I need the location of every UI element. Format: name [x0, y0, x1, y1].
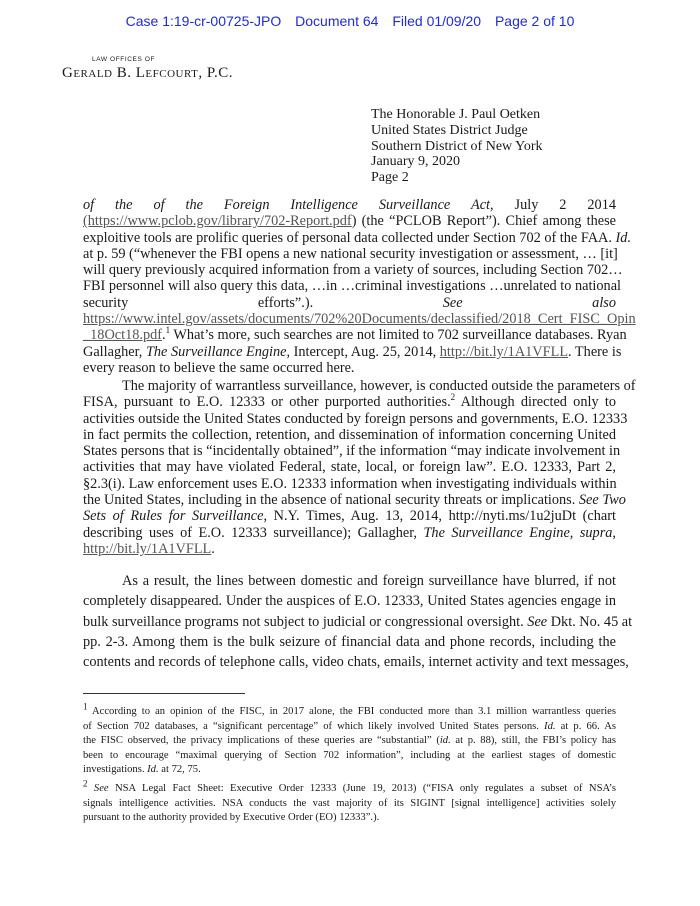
text-segment: id.: [439, 735, 451, 747]
text-segment: The majority of warrantless surveillance, however, is conducted outside the parameters of: [122, 378, 636, 394]
text-line: [83, 720, 616, 735]
address-line: Southern District of New York: [371, 138, 543, 154]
text-line: [83, 311, 636, 328]
text-segment: As a result, the lines between domestic and foreign surveillance have blurred, if not: [122, 573, 616, 589]
text-segment: investigations.: [83, 764, 148, 776]
text-line: [83, 749, 616, 764]
text-segment: .: [211, 540, 215, 557]
text-segment: FISA, pursuant to E.O. 12333 or other purported authorities.: [83, 394, 451, 411]
text-line: [83, 612, 633, 632]
text-line: [83, 295, 616, 311]
document-number: Document 64: [295, 13, 379, 29]
text-line: [83, 197, 616, 213]
address-line: January 9, 2020: [371, 154, 461, 170]
footnote-ref: 2: [450, 392, 456, 403]
text-segment: in fact permits the collection, retention, and dissemination of information concerning United: [83, 426, 616, 443]
text-segment: What’s more, such searches are not limited to 702 surveillance databases. Ryan: [170, 327, 627, 344]
text-segment: Dkt. No. 45 at: [547, 613, 633, 630]
text-segment: pp. 2-3. Among them is the bulk seizure of financial data and phone records, including the: [83, 633, 616, 650]
text-line: [83, 443, 621, 460]
text-line: [83, 229, 632, 246]
law-offices-label: LAW OFFICES OF: [92, 56, 156, 63]
text-line: [83, 360, 616, 376]
text-line: [83, 571, 616, 591]
text-line: [83, 701, 616, 720]
text-segment: Id.: [615, 229, 632, 246]
page-count: Page 2 of 10: [494, 13, 575, 29]
address-block: [371, 107, 543, 186]
text-line: [83, 652, 629, 672]
hyperlink[interactable]: http://bit.ly/1A1VFLL: [83, 540, 212, 557]
text-line: [83, 811, 616, 826]
text-line: [83, 632, 616, 652]
text-line: [83, 343, 622, 360]
text-segment: According to an opinion of the FISC, in 2017 alone, the FBI conducted more than 3.1 million warrantless queries: [87, 706, 616, 717]
paragraph: [83, 378, 636, 557]
text-segment: contents and records of telephone calls, video chats, emails, internet activity and text messages,: [83, 654, 629, 671]
text-segment: , Intercept, Aug. 25, 2014,: [286, 343, 440, 360]
text-segment: States persons that is “incidentally obtained”, if the information “may indicate involvement in: [83, 443, 621, 460]
text-segment: See: [527, 613, 548, 630]
text-line: [83, 262, 623, 279]
text-segment: at p. 88), still, the FBI’s policy has: [450, 735, 616, 747]
hyperlink[interactable]: http://bit.ly/1A1VFLL: [439, 343, 569, 360]
text-segment: Id.: [147, 764, 159, 776]
text-segment: at 72, 75.: [158, 764, 201, 776]
text-segment: of Section 702 databases, a “significant percentage” of which likely involved United States persons.: [83, 720, 545, 732]
paragraph: [83, 571, 633, 672]
text-line: [83, 508, 616, 524]
text-segment: describing uses of E.O. 12333 surveillance); Gallagher,: [83, 524, 424, 541]
text-segment: Although directed only to: [455, 394, 616, 411]
text-segment: July 2 2014: [493, 197, 616, 213]
text-segment: , N.Y. Times, Aug. 13, 2014, http://nyti.ms/1u2juDt (chart: [263, 508, 616, 525]
text-line: [83, 378, 636, 394]
text-line: [83, 476, 616, 492]
text-segment: FBI personnel will also query this data, …in …criminal investigations …unrelated to national: [83, 278, 622, 295]
firm-name: Gerald B. Lefcourt, P.C.: [62, 65, 234, 81]
text-line: [83, 278, 622, 295]
text-segment: activities outside the United States conducted by foreign persons and governments, E.O. 12333: [83, 410, 628, 427]
text-segment: completely disappeared. Under the auspices of E.O. 12333, United States agencies engage in: [83, 593, 616, 610]
text-segment: NSA Legal Fact Sheet: Executive Order 12333 (June 19, 2013) (“FISA only regulates a subset of NSA’s: [108, 783, 616, 794]
hyperlink[interactable]: (https://www.pclob.gov/library/702-Report.pdf: [83, 213, 352, 230]
text-line: [83, 213, 616, 229]
text-segment: . There is: [568, 343, 622, 360]
text-segment: See: [93, 783, 109, 794]
ecf-header: [0, 13, 700, 29]
text-line: [83, 591, 616, 611]
text-line: [83, 410, 628, 427]
text-segment: the FISC observed, the privacy implications of these queries are “substantial” (: [83, 735, 440, 747]
text-segment: The Surveillance Engine: [145, 343, 287, 360]
text-line: [83, 492, 626, 509]
text-segment: signals intelligence activities. NSA conducts the vast majority of its SIGINT [signal intelligence] activities solely: [83, 797, 616, 809]
text-line: [83, 246, 616, 262]
text-line: [83, 525, 616, 541]
hyperlink[interactable]: _18Oct18.pdf: [83, 327, 163, 344]
text-line: [83, 778, 616, 797]
text-line: [83, 394, 616, 410]
case-number: Case 1:19-cr-00725-JPO: [125, 13, 282, 29]
text-segment: every reason to believe the same occurred here.: [83, 359, 355, 376]
text-segment: Gallagher,: [83, 343, 146, 360]
text-segment: activities that may have violated Federal, state, local, or foreign law”. E.O. 12333, Part 2,: [83, 459, 616, 476]
text-segment: been to encourage “maximal querying of Section 702 information”, including at the earliest stages of domestic: [83, 749, 616, 761]
text-line: [83, 763, 616, 778]
text-line: [83, 541, 616, 557]
text-line: [83, 797, 616, 812]
text-segment: See Two: [578, 492, 626, 509]
footnote-ref: 1: [83, 701, 88, 712]
text-segment: exploitive tools are prolific queries of personal data collected under Section 702 of the FAA.: [83, 229, 616, 246]
text-segment: .: [162, 327, 166, 344]
text-segment: at p. 59 (“whenever the FBI opens a new national security investigation or assessment, … [it]: [83, 245, 618, 262]
text-line: [83, 734, 616, 749]
footnote-1: [83, 701, 616, 778]
text-segment: Id.: [544, 720, 556, 732]
footnote-divider: [83, 693, 245, 694]
text-line: [83, 459, 616, 475]
filed-date: Filed 01/09/20: [392, 13, 482, 29]
text-segment: See also: [442, 294, 617, 311]
text-segment: security efforts”.).: [83, 294, 443, 311]
address-line: Page 2: [371, 170, 409, 186]
paragraph: [83, 197, 636, 376]
text-line: [83, 427, 616, 443]
text-segment: at p. 66. As: [555, 720, 616, 732]
text-line: [83, 325, 627, 344]
text-segment: of the of the Foreign Intelligence Surveillance Act,: [83, 197, 494, 213]
text-segment: Sets of Rules for Surveillance: [83, 508, 264, 525]
text-segment: §2.3(i). Law enforcement uses E.O. 12333 information when investigating individuals within: [83, 475, 617, 492]
footnote-ref: 1: [165, 325, 171, 336]
footnote-ref: 2: [83, 778, 88, 789]
text-segment: bulk surveillance programs not subject to judicial or congressional oversight.: [83, 613, 528, 630]
text-segment: The Surveillance Engine, supra,: [423, 524, 616, 541]
hyperlink[interactable]: https://www.intel.gov/assets/documents/702%20Documents/declassified/2018_Cert_FISC_Opin: [83, 311, 636, 328]
text-segment: pursuant to the authority provided by Executive Order (EO) 12333”.).: [83, 812, 380, 824]
text-segment: the United States, including in the absence of national security threats or implications.: [83, 492, 579, 509]
address-line: The Honorable J. Paul Oetken: [371, 107, 541, 122]
text-segment: ) (the “PCLOB Report”). Chief among these: [351, 213, 616, 230]
footnote-2: [83, 778, 616, 826]
address-line: United States District Judge: [371, 122, 528, 138]
text-segment: will query previously acquired information from a variety of sources, including Section 702…: [83, 262, 623, 279]
